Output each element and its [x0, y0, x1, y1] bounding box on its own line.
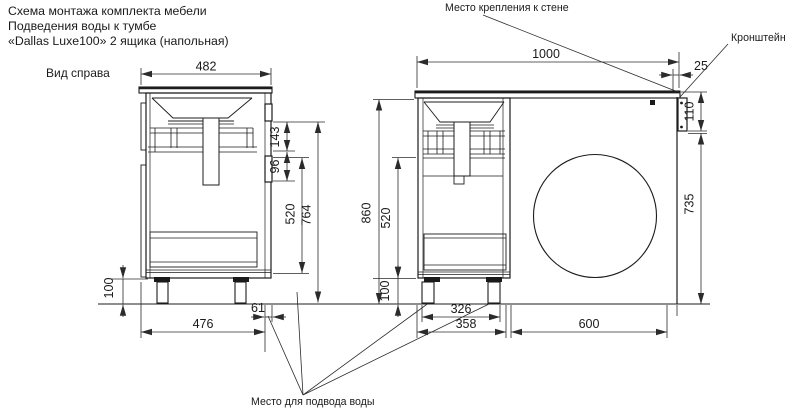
drawer-front-lower-edge: [141, 165, 146, 277]
countertop-side: [139, 87, 272, 93]
bracket-label: Кронштейн: [731, 32, 786, 44]
dim-520-front: [373, 158, 416, 279]
sink-basin-side: [152, 98, 252, 124]
side-view-drawing: [139, 87, 272, 303]
leg-left-front: [422, 282, 434, 303]
dim-600: [511, 305, 677, 338]
dim-735: [683, 134, 708, 305]
dim-326-value: 326: [450, 302, 472, 316]
dim-100-front-value: 100: [378, 280, 392, 302]
drawer-front-upper-edge: [141, 103, 146, 150]
dim-96-value: 96: [268, 159, 282, 174]
countertop-front: [415, 91, 680, 98]
dim-735-value: 735: [682, 193, 697, 215]
dim-764-value: 764: [299, 204, 314, 226]
front-view-drawing: [415, 91, 687, 304]
dim-1000-value: 1000: [532, 47, 560, 61]
leg-front-side: [157, 282, 168, 303]
wall-mount-marker: [650, 100, 655, 105]
leg-mount-right: [233, 277, 249, 282]
dim-358-value: 358: [455, 317, 477, 331]
side-view-label: Вид справа: [46, 66, 110, 80]
drain-pipe-side: [203, 118, 219, 185]
drain-pipe-front: [454, 122, 470, 176]
dim-520-side-value: 520: [283, 203, 298, 225]
leg-mount-right-f: [486, 277, 502, 282]
dim-25-value: 25: [694, 59, 708, 73]
wall-mount-leader: [483, 15, 678, 92]
dim-860: [360, 100, 415, 305]
dim-520-front-value: 520: [379, 207, 393, 229]
wall-bracket-upper: [265, 104, 272, 121]
dim-100-front: [378, 265, 398, 317]
title-line-2: Подведения воды к тумбе: [8, 19, 157, 33]
water-supply-label: Место для подвода воды: [251, 396, 375, 408]
side-view-dimensions: [102, 60, 325, 353]
dim-143-value: 143: [268, 126, 282, 148]
lower-drawer-side: [146, 232, 271, 273]
dim-482: [141, 60, 271, 86]
leg-back-side: [235, 282, 246, 303]
dim-860-value: 860: [359, 202, 374, 224]
bracket-leader: [680, 44, 728, 97]
dim-476-value: 476: [192, 317, 214, 331]
dim-600-value: 600: [578, 317, 600, 331]
washing-machine-circle: [534, 155, 657, 278]
title-line-3: «Dallas Luxe100» 2 ящика (напольная): [8, 34, 229, 48]
title-line-1: Схема монтажа комплекта мебели: [8, 4, 207, 18]
bracket-screw-bottom: [680, 126, 683, 129]
dim-482-value: 482: [195, 59, 217, 74]
leg-mount-left: [154, 277, 170, 282]
dim-110-value: 110: [682, 101, 697, 122]
dim-100-side-value: 100: [102, 277, 116, 299]
lower-drawer-front: [418, 234, 510, 275]
dim-1000: [417, 47, 679, 88]
wall-mount-callout: [445, 2, 678, 105]
wall-mount-label: Место крепления к стене: [445, 2, 569, 14]
leg-mount-left-f: [424, 277, 440, 282]
drain-pipe-stub: [454, 176, 464, 184]
dim-143: [268, 122, 325, 151]
dim-61-value: 61: [251, 301, 265, 315]
leg-right-front: [488, 282, 500, 303]
dim-764: [300, 122, 319, 303]
